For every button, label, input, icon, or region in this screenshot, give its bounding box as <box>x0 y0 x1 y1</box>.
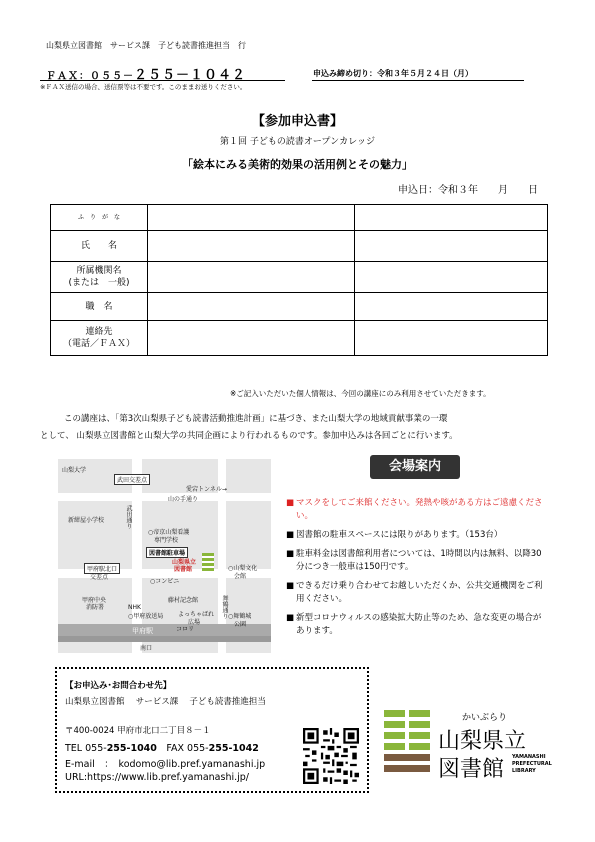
intro-line-2: として、 山梨県立図書館と山梨大学の共同企画により行われるものです。参加申込みは各回ごとに行います。 <box>40 431 458 441</box>
form-title: 【参加申込書】 <box>251 114 343 129</box>
privacy-note: ※ご記入いただいた個人情報は、今回の講座にのみ利用させていただきます。 <box>230 389 491 398</box>
name-label: 氏 名 <box>51 231 148 262</box>
logo-english: YAMANASHI PREFECTURAL LIBRARY <box>512 754 552 774</box>
position-label: 職 名 <box>51 293 148 321</box>
apply-date: 申込日：令和３年 月 日 <box>398 185 538 196</box>
fax-number: ２５５－１０４２ <box>134 68 247 83</box>
note-item: ■ マスクをしてご来館ください。発熱や咳がある方はご遠慮ください。 <box>286 498 543 521</box>
logo-kana: かいぶらり <box>462 713 508 723</box>
contact-heading: 【お申込み･お問合わせ先】 <box>65 681 172 691</box>
contact-label: 連絡先 （電話／ＦＡＸ） <box>51 321 148 356</box>
library-marker <box>202 553 214 571</box>
position-field-2[interactable] <box>355 293 548 321</box>
position-field[interactable] <box>148 293 355 321</box>
name-field-2[interactable] <box>355 231 548 262</box>
note-item: ■ できるだけ乗り合わせてお越しいただくか、公共交通機関をご利用ください。 <box>286 581 543 604</box>
furigana-label: ふ り が な <box>51 205 148 231</box>
affiliation-field-2[interactable] <box>355 262 548 293</box>
library-logo-icon <box>384 710 430 772</box>
venue-notes <box>286 497 546 644</box>
intro-line-1: この講座は、「第3次山梨県子ども読書活動推進計画」に基づき、また山梨大学の地域貢献事業の一環 <box>64 414 448 424</box>
contact-field-2[interactable] <box>355 321 548 356</box>
qr-code-icon <box>303 728 359 784</box>
fax-note: ※ＦＡＸ送信の場合、送信票等は不要です。このままお送りください。 <box>40 83 247 91</box>
contact-postal: 〒400-0024 甲府市北口二丁目８－１ <box>65 726 211 736</box>
lecture-theme: 「絵本にみる美術的効果の活用例とその魅力」 <box>182 158 413 171</box>
contact-field[interactable] <box>148 321 355 356</box>
name-field[interactable] <box>148 231 355 262</box>
fax-label: ＦＡＸ：０５５－ <box>46 71 134 82</box>
note-item: ■ 駐車料金は図書館利用者については、1時間以内は無料、以降30分につき一般車は150円です。 <box>286 549 542 572</box>
application-form <box>50 204 548 356</box>
addressee: 山梨県立図書館 サービス課 子ども読書推進担当 行 <box>46 41 246 50</box>
deadline: 申込み締め切り：令和３年５月２４日（月） <box>313 69 473 78</box>
logo-name-2: 図書館 <box>438 757 505 782</box>
note-item: ■ 新型コロナウィルスの感染拡大防止等のため、急な変更の場合があります。 <box>286 613 542 636</box>
affiliation-label: 所属機関名 (または 一般) <box>51 262 148 293</box>
affiliation-field[interactable] <box>148 262 355 293</box>
venue-title: 会場案内 <box>370 455 460 479</box>
library-logo <box>384 702 564 782</box>
contact-org: 山梨県立図書館 サービス課 子ども読書推進担当 <box>65 697 266 707</box>
note-item: ■ 図書館の駐車スペースには限りがあります。（153台） <box>286 530 503 540</box>
contact-phone: TEL 055-255-1040 FAX 055-255-1042 <box>65 743 259 754</box>
contact-url[interactable]: URL:https://www.lib.pref.yamanashi.jp/ <box>65 772 249 783</box>
logo-name-1: 山梨県立 <box>438 729 527 754</box>
access-map: 山梨大学 武田交差点 愛宕トンネル→ 山の手通り 新紺屋小学校 武田通り ○帝京山梨看護 専門学校 図書館駐車場 山梨県立 図書館 甲府駅北口 交差点 ○コンビニ ○山梨文化 会館 甲府中央 消防署 藤村記念館 NHK ○甲府放送局 よっちゃばれ 広場 コロリ 甲府駅 南口 ○舞鶴城 公園 舞鶴通り <box>58 459 271 653</box>
furigana-field[interactable] <box>148 205 355 231</box>
event-name: 第１回 子どもの読書オープンカレッジ <box>220 137 375 147</box>
contact-email[interactable]: E-mail ： kodomo@lib.pref.yamanashi.jp <box>65 759 266 770</box>
furigana-field-2[interactable] <box>355 205 548 231</box>
